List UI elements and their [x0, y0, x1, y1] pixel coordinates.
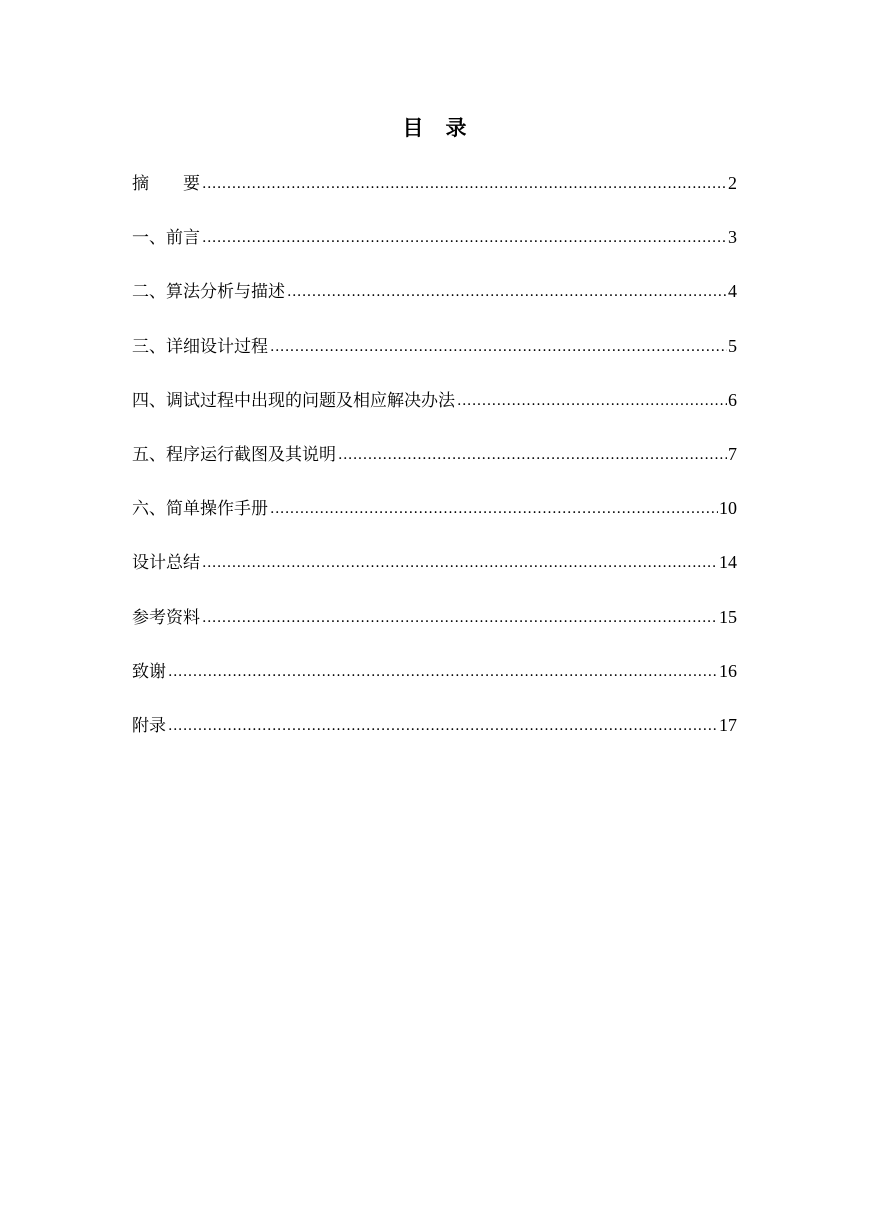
toc-title-part2: 录	[445, 116, 467, 140]
toc-entry-page-number: 10	[719, 498, 737, 519]
toc-entry-preface[interactable]	[132, 222, 737, 276]
toc-entry-page-number: 5	[728, 335, 737, 356]
toc-entry-acknowledgements[interactable]	[132, 656, 737, 710]
toc-entry-abstract[interactable]	[132, 168, 737, 222]
toc-entry-page-number: 16	[719, 660, 737, 681]
toc-dot-leader	[168, 711, 718, 741]
toc-entry-debugging[interactable]	[132, 385, 737, 439]
toc-entry-label: 五、程序运行截图及其说明	[132, 444, 336, 465]
toc-entry-label: 六、简单操作手册	[132, 499, 268, 520]
toc-entry-page-number: 15	[719, 606, 737, 627]
toc-dot-leader	[457, 386, 727, 416]
toc-entry-label	[132, 169, 202, 199]
toc-title-part1: 目	[402, 116, 424, 140]
toc-dot-leader	[287, 277, 727, 307]
toc-entry-page-number: 3	[728, 227, 737, 248]
toc-dot-leader	[202, 603, 718, 633]
toc-entry-page-number: 4	[728, 281, 737, 302]
toc-entry-references[interactable]	[132, 602, 737, 656]
toc-entry-label: 设计总结	[132, 553, 200, 574]
toc-entry-page-number: 6	[728, 389, 737, 410]
toc-dot-leader	[202, 548, 718, 578]
toc-entry-design-summary[interactable]	[132, 547, 737, 601]
toc-entry-label: 二、算法分析与描述	[132, 282, 285, 303]
toc-dot-leader	[270, 494, 718, 524]
toc-list	[132, 168, 737, 764]
toc-entry-appendix[interactable]	[132, 710, 737, 764]
toc-title	[0, 113, 869, 143]
toc-entry-algorithm-analysis[interactable]	[132, 276, 737, 330]
toc-entry-label-part1: 摘	[132, 174, 149, 194]
toc-dot-leader	[168, 657, 718, 687]
toc-entry-user-manual[interactable]	[132, 493, 737, 547]
toc-dot-leader	[270, 332, 727, 362]
toc-entry-label: 附录	[132, 715, 166, 736]
toc-entry-page-number: 14	[719, 552, 737, 573]
toc-entry-page-number: 17	[719, 714, 737, 735]
toc-entry-detailed-design[interactable]	[132, 331, 737, 385]
toc-entry-screenshots[interactable]	[132, 439, 737, 493]
toc-entry-page-number: 7	[728, 443, 737, 464]
toc-entry-label: 四、调试过程中出现的问题及相应解决办法	[132, 390, 455, 411]
toc-entry-page-number: 2	[728, 173, 737, 193]
toc-dot-leader	[202, 169, 727, 199]
toc-entry-label: 致谢	[132, 661, 166, 682]
toc-dot-leader	[338, 440, 727, 470]
toc-entry-label-part2: 要	[183, 174, 200, 194]
toc-entry-label: 参考资料	[132, 607, 200, 628]
toc-entry-label: 三、详细设计过程	[132, 336, 268, 357]
toc-entry-label: 一、前言	[132, 228, 200, 249]
toc-dot-leader	[202, 223, 727, 253]
